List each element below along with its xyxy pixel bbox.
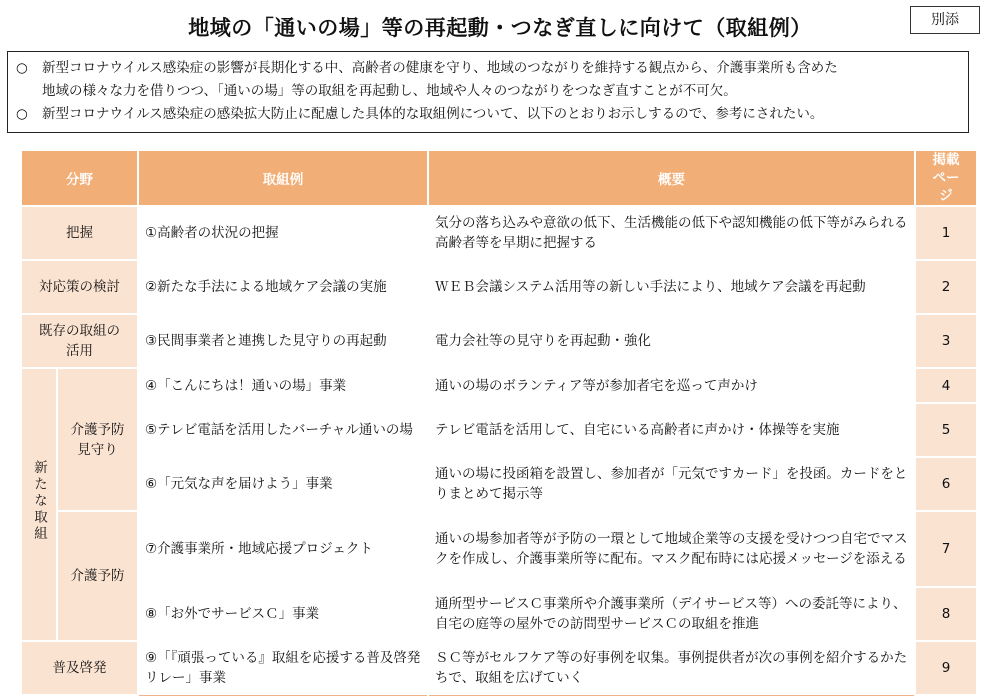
example-cell: ⑥「元気な声を届けよう」事業 bbox=[138, 457, 428, 511]
page-cell: 2 bbox=[915, 260, 977, 314]
table-row bbox=[21, 457, 977, 511]
field-label: 既存の取組の活用 bbox=[39, 323, 120, 359]
page-cell: 1 bbox=[915, 206, 977, 260]
summary-cell: テレビ電話を活用して、自宅にいる高齢者に声かけ・体操等を実施 bbox=[428, 403, 915, 457]
summary-cell: ＷＥＢ会議システム活用等の新しい手法により、地域ケア会議を再起動 bbox=[428, 260, 915, 314]
attachment-tag: 別添 bbox=[910, 6, 980, 34]
initiatives-table bbox=[20, 149, 978, 696]
notes-box bbox=[7, 51, 969, 133]
example-cell: ⑤テレビ電話を活用したバーチャル通いの場 bbox=[138, 403, 428, 457]
summary-cell: 通いの場参加者等が予防の一環として地域企業等の支援を受けつつ自宅でマスクを作成し、介護事業所等に配布。マスク配布時には応援メッセージを添える bbox=[428, 511, 915, 587]
note-line-1 bbox=[16, 57, 960, 80]
summary-cell: 通いの場のボランティア等が参加者宅を巡って声かけ bbox=[428, 368, 915, 403]
header-example: 取組例 bbox=[138, 150, 428, 206]
field-cell bbox=[21, 314, 138, 368]
example-cell: ②新たな手法による地域ケア会議の実施 bbox=[138, 260, 428, 314]
header-page bbox=[915, 150, 977, 206]
header-page-label: 掲載ページ bbox=[932, 152, 960, 204]
summary-cell: 電力会社等の見守りを再起動・強化 bbox=[428, 314, 915, 368]
bullet: ○ bbox=[16, 106, 28, 122]
page-cell: 6 bbox=[915, 457, 977, 511]
table-row bbox=[21, 641, 977, 695]
table-row bbox=[21, 206, 977, 260]
header-field: 分野 bbox=[21, 150, 138, 206]
summary-cell: 通所型サービスＣ事業所や介護事業所（デイサービス等）への委託等により、自宅の庭等の屋外での訪問型サービスＣの取組を推進 bbox=[428, 587, 915, 641]
table-row bbox=[21, 368, 977, 403]
table-row bbox=[21, 587, 977, 641]
subfield-label: 介護予防見守り bbox=[70, 421, 125, 458]
example-cell: ⑧「お外でサービスＣ」事業 bbox=[138, 587, 428, 641]
example-cell: ④「こんにちは！通いの場」事業 bbox=[138, 368, 428, 403]
example-cell: ③民間事業者と連携した見守りの再起動 bbox=[138, 314, 428, 368]
subfield-cell bbox=[57, 368, 138, 511]
note-line-2 bbox=[16, 103, 960, 126]
bullet: ○ bbox=[16, 60, 28, 76]
page-cell: 8 bbox=[915, 587, 977, 641]
page-cell: 7 bbox=[915, 511, 977, 587]
example-cell: ⑨「『頑張っている』取組を応援する普及啓発リレー」事業 bbox=[138, 641, 428, 695]
table-row bbox=[21, 314, 977, 368]
table-row bbox=[21, 260, 977, 314]
note-text-2: 新型コロナウイルス感染症の感染拡大防止に配慮した具体的な取組例について、以下のとおりお示しするので、参考にされたい。 bbox=[42, 106, 824, 122]
field-cell: 把握 bbox=[21, 206, 138, 260]
page-cell: 5 bbox=[915, 403, 977, 457]
field-cell: 普及啓発 bbox=[21, 641, 138, 695]
subfield-cell: 介護予防 bbox=[57, 511, 138, 641]
example-cell: ⑦介護事業所・地域応援プロジェクト bbox=[138, 511, 428, 587]
page-cell: 3 bbox=[915, 314, 977, 368]
field-label-new: 新たな取組 bbox=[31, 460, 47, 543]
header-summary: 概要 bbox=[428, 150, 915, 206]
page-title: 地域の「通いの場」等の再起動・つなぎ直しに向けて（取組例） bbox=[188, 16, 812, 40]
field-cell-new bbox=[21, 368, 57, 641]
page-cell: 9 bbox=[915, 641, 977, 695]
table-row bbox=[21, 511, 977, 587]
summary-cell: 気分の落ち込みや意欲の低下、生活機能の低下や認知機能の低下等がみられる高齢者等を早期に把握する bbox=[428, 206, 915, 260]
table-row bbox=[21, 403, 977, 457]
summary-cell: ＳＣ等がセルフケア等の好事例を収集。事例提供者が次の事例を紹介するかたちで、取組を広げていく bbox=[428, 641, 915, 695]
page-cell: 4 bbox=[915, 368, 977, 403]
field-cell: 対応策の検討 bbox=[21, 260, 138, 314]
note-line-1-cont: 地域の様々な力を借りつつ、「通いの場」等の取組を再起動し、地域や人々のつながりをつなぎ直すことが不可欠。 bbox=[42, 83, 737, 99]
example-cell: ①高齢者の状況の把握 bbox=[138, 206, 428, 260]
note-text-1: 新型コロナウイルス感染症の影響が長期化する中、高齢者の健康を守り、地域のつながりを維持する観点から、介護事業所も含めた bbox=[42, 60, 838, 76]
summary-cell: 通いの場に投函箱を設置し、参加者が「元気ですカード」を投函。カードをとりまとめて掲示等 bbox=[428, 457, 915, 511]
